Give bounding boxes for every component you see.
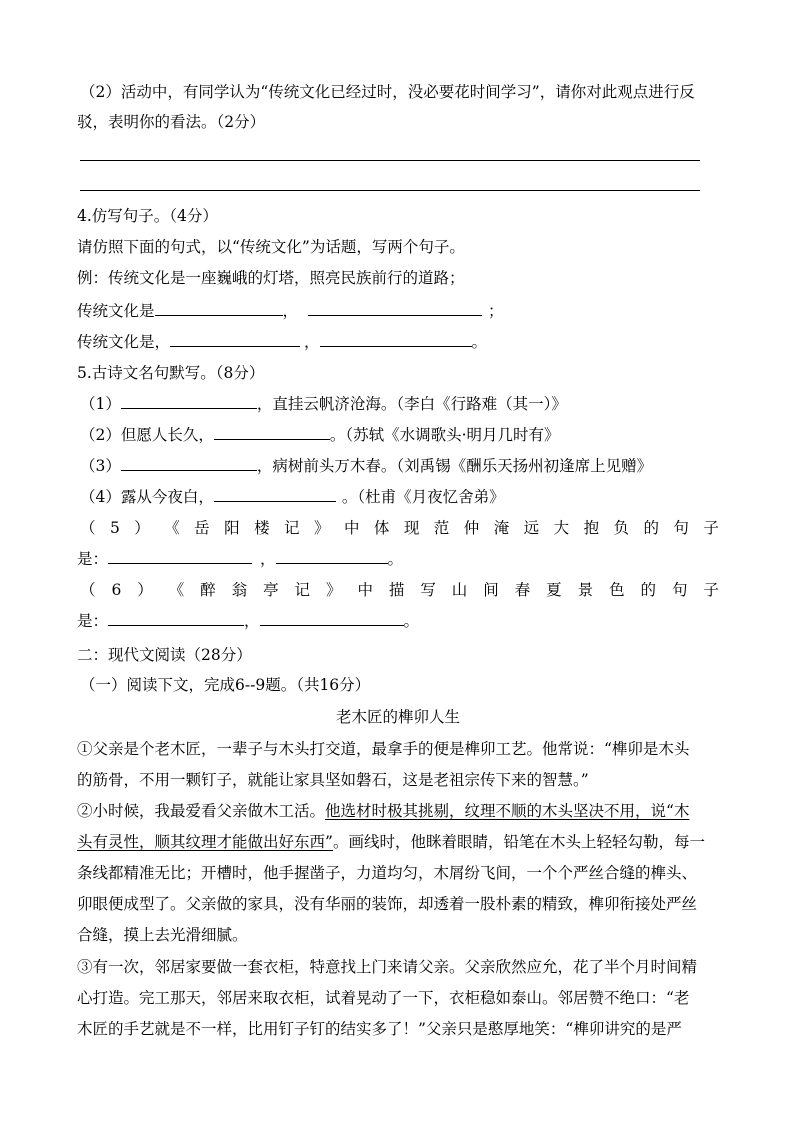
paragraph-2-line2: [77, 827, 719, 857]
char: 仲: [463, 519, 480, 537]
answer-line[interactable]: [80, 190, 700, 191]
plain-text: 。画线时，他眯着眼睛，铅笔在木头上轻轻勾勒，每一: [332, 833, 705, 851]
answer-line[interactable]: [80, 160, 700, 161]
recitation-item-2: [80, 420, 722, 450]
comma: ，: [282, 302, 299, 320]
paragraph-1-line1: ①父亲是个老木匠，一辈子与木头打交道，最拿手的便是榫卯工艺。他常说：“榫卯是木头: [77, 740, 690, 758]
period: 。: [387, 550, 404, 568]
char: 6: [111, 581, 122, 599]
plain-text: ②小时候，我最爱看父亲做木工活。: [77, 802, 326, 820]
blank-field[interactable]: [260, 606, 404, 626]
blank-field[interactable]: [121, 451, 257, 471]
section-2-heading: 二：现代文阅读（28分）: [77, 646, 252, 664]
blank-field[interactable]: [108, 544, 252, 564]
item-number: （3）: [80, 457, 121, 475]
char: 描: [388, 581, 405, 599]
char: 》: [325, 581, 342, 599]
char: 句: [673, 519, 689, 537]
paragraph-3-line2: 心打造。完工那天，邻居来取衣柜，试着晃动了一下，衣柜稳如泰山。邻居赞不绝口：“老: [77, 989, 690, 1007]
char: 间: [483, 581, 499, 599]
recitation-item-5-line2: [77, 544, 719, 574]
char: 醉: [200, 581, 216, 599]
blank-field[interactable]: [121, 389, 257, 409]
underlined-sentence: 头有灵性，顺其纹理才能做出好东西”: [77, 833, 333, 851]
char: 负: [613, 519, 630, 537]
blank-field[interactable]: [155, 296, 283, 316]
char: 远: [523, 519, 540, 537]
recitation-item-5-line1: [80, 513, 719, 543]
char: 范: [433, 519, 450, 537]
char: 阳: [224, 519, 240, 537]
sentence-start: 传统文化是，: [77, 333, 171, 351]
question-4-heading: 4.仿写句子。（4分）: [77, 207, 218, 225]
comma: ，: [244, 612, 260, 630]
char: 淹: [493, 519, 510, 537]
char: 色: [609, 581, 625, 599]
recitation-item-6-line2: [77, 606, 719, 636]
item-text: （4）露从今夜白，: [80, 488, 214, 506]
item-source: 。（苏轼《水调歌头·明月几时有》: [329, 426, 560, 444]
char: 抱: [583, 519, 600, 537]
char: 句: [671, 581, 688, 599]
char: 记: [294, 581, 311, 599]
char: 5: [109, 519, 120, 537]
char: 《: [168, 581, 185, 599]
period: 。: [471, 333, 488, 351]
char: 中: [343, 519, 360, 537]
item-text: （2）但愿人长久，: [80, 426, 214, 444]
underlined-sentence: 他选材时极其挑剔，纹理不顺的木头坚决不用，说“木: [325, 802, 690, 820]
char: （: [80, 581, 96, 599]
question-5-heading: 5.古诗文名句默写。（8分）: [77, 364, 265, 382]
blank-field[interactable]: [276, 544, 388, 564]
char: 夏: [546, 581, 562, 599]
char: 的: [643, 519, 659, 537]
question-3-2-line2: 驳，表明你的看法。（2分）: [77, 113, 266, 131]
char: 子: [703, 519, 719, 537]
blank-field[interactable]: [320, 327, 472, 347]
char: 岳: [194, 519, 210, 537]
char: 写: [420, 581, 436, 599]
section-2-subheading: （一）阅读下文，完成6--9题。（共16分）: [80, 676, 371, 694]
recitation-item-4: [80, 482, 722, 512]
char: 翁: [231, 581, 248, 599]
item-text: ，病树前头万木春。（刘禹锡《酬乐天扬州初逢席上见赠》: [256, 457, 653, 475]
sentence-start: 传统文化是: [77, 302, 155, 320]
semicolon: ；: [488, 302, 504, 320]
char: 《: [164, 519, 180, 537]
char: 记: [284, 519, 300, 537]
recitation-item-3: [80, 451, 722, 481]
question-4-example: 例：传统文化是一座巍峨的灯塔，照亮民族前行的道路；: [77, 269, 465, 287]
char: （: [80, 519, 96, 537]
period: 。: [403, 612, 420, 630]
item-number: （1）: [80, 395, 121, 413]
blank-field[interactable]: [308, 296, 482, 316]
char: 的: [640, 581, 657, 599]
char: 》: [313, 519, 330, 537]
char: 春: [514, 581, 531, 599]
char: 体: [373, 519, 390, 537]
blank-field[interactable]: [214, 482, 336, 502]
imitation-sentence-1: [77, 296, 719, 326]
paragraph-2-line4: 卯眼便成型了。父亲做的家具，没有华丽的装饰，却透着一股朴素的精致，榫卯衔接处严丝: [77, 895, 698, 913]
question-4-instruction: 请仿照下面的句式，以“传统文化”为话题，写两个句子。: [77, 238, 465, 256]
imitation-sentence-2: [77, 327, 719, 357]
item-text: ，直挂云帆济沧海。（李白《行路难（其一）》: [256, 395, 567, 413]
char: 子: [703, 581, 719, 599]
item-label: 是：: [77, 612, 109, 630]
blank-field[interactable]: [214, 420, 330, 440]
comma: ，: [304, 333, 320, 351]
paragraph-1-line2: 的筋骨，不用一颗钉子，就能让家具坚如磐石，这是老祖宗传下来的智慧。”: [77, 771, 589, 789]
paragraph-2-line3: 条线都精准无比；开槽时，他手握凿子，力道均匀，木屑纷飞间，一个个严丝合缝的榫头、: [77, 864, 698, 882]
blank-field[interactable]: [108, 606, 244, 626]
recitation-item-6-line1: [80, 575, 719, 605]
char: 大: [553, 519, 570, 537]
item-source: 。（杜甫《月夜忆舍弟》: [341, 488, 505, 506]
recitation-item-1: [80, 389, 722, 419]
paragraph-3-line1: ③有一次，邻居家要做一套衣柜，特意找上门来请父亲。父亲欣然应允，花了半个月时间精: [77, 958, 698, 976]
char: 现: [403, 519, 420, 537]
char: 景: [577, 581, 594, 599]
item-label: 是：: [77, 550, 109, 568]
char: ）: [134, 519, 150, 537]
paragraph-2-line5: 合缝，摸上去光滑细腻。: [77, 926, 248, 944]
question-3-2-line1: （2）活动中，有同学认为“传统文化已经过时，没必要花时间学习”，请你对此观点进行反: [80, 83, 695, 101]
paragraph-2-line1: [77, 796, 719, 826]
char: 中: [357, 581, 373, 599]
char: 山: [451, 581, 468, 599]
char: 亭: [263, 581, 279, 599]
char: 楼: [254, 519, 270, 537]
comma: ，: [260, 550, 276, 568]
char: ）: [137, 581, 153, 599]
blank-field[interactable]: [170, 327, 300, 347]
passage-title: 老木匠的榫卯人生: [335, 708, 460, 726]
paragraph-3-line3: 木匠的手艺就是不一样，比用钉子钉的结实多了！”父亲只是憨厚地笑：“榫卯讲究的是严: [77, 1020, 682, 1038]
